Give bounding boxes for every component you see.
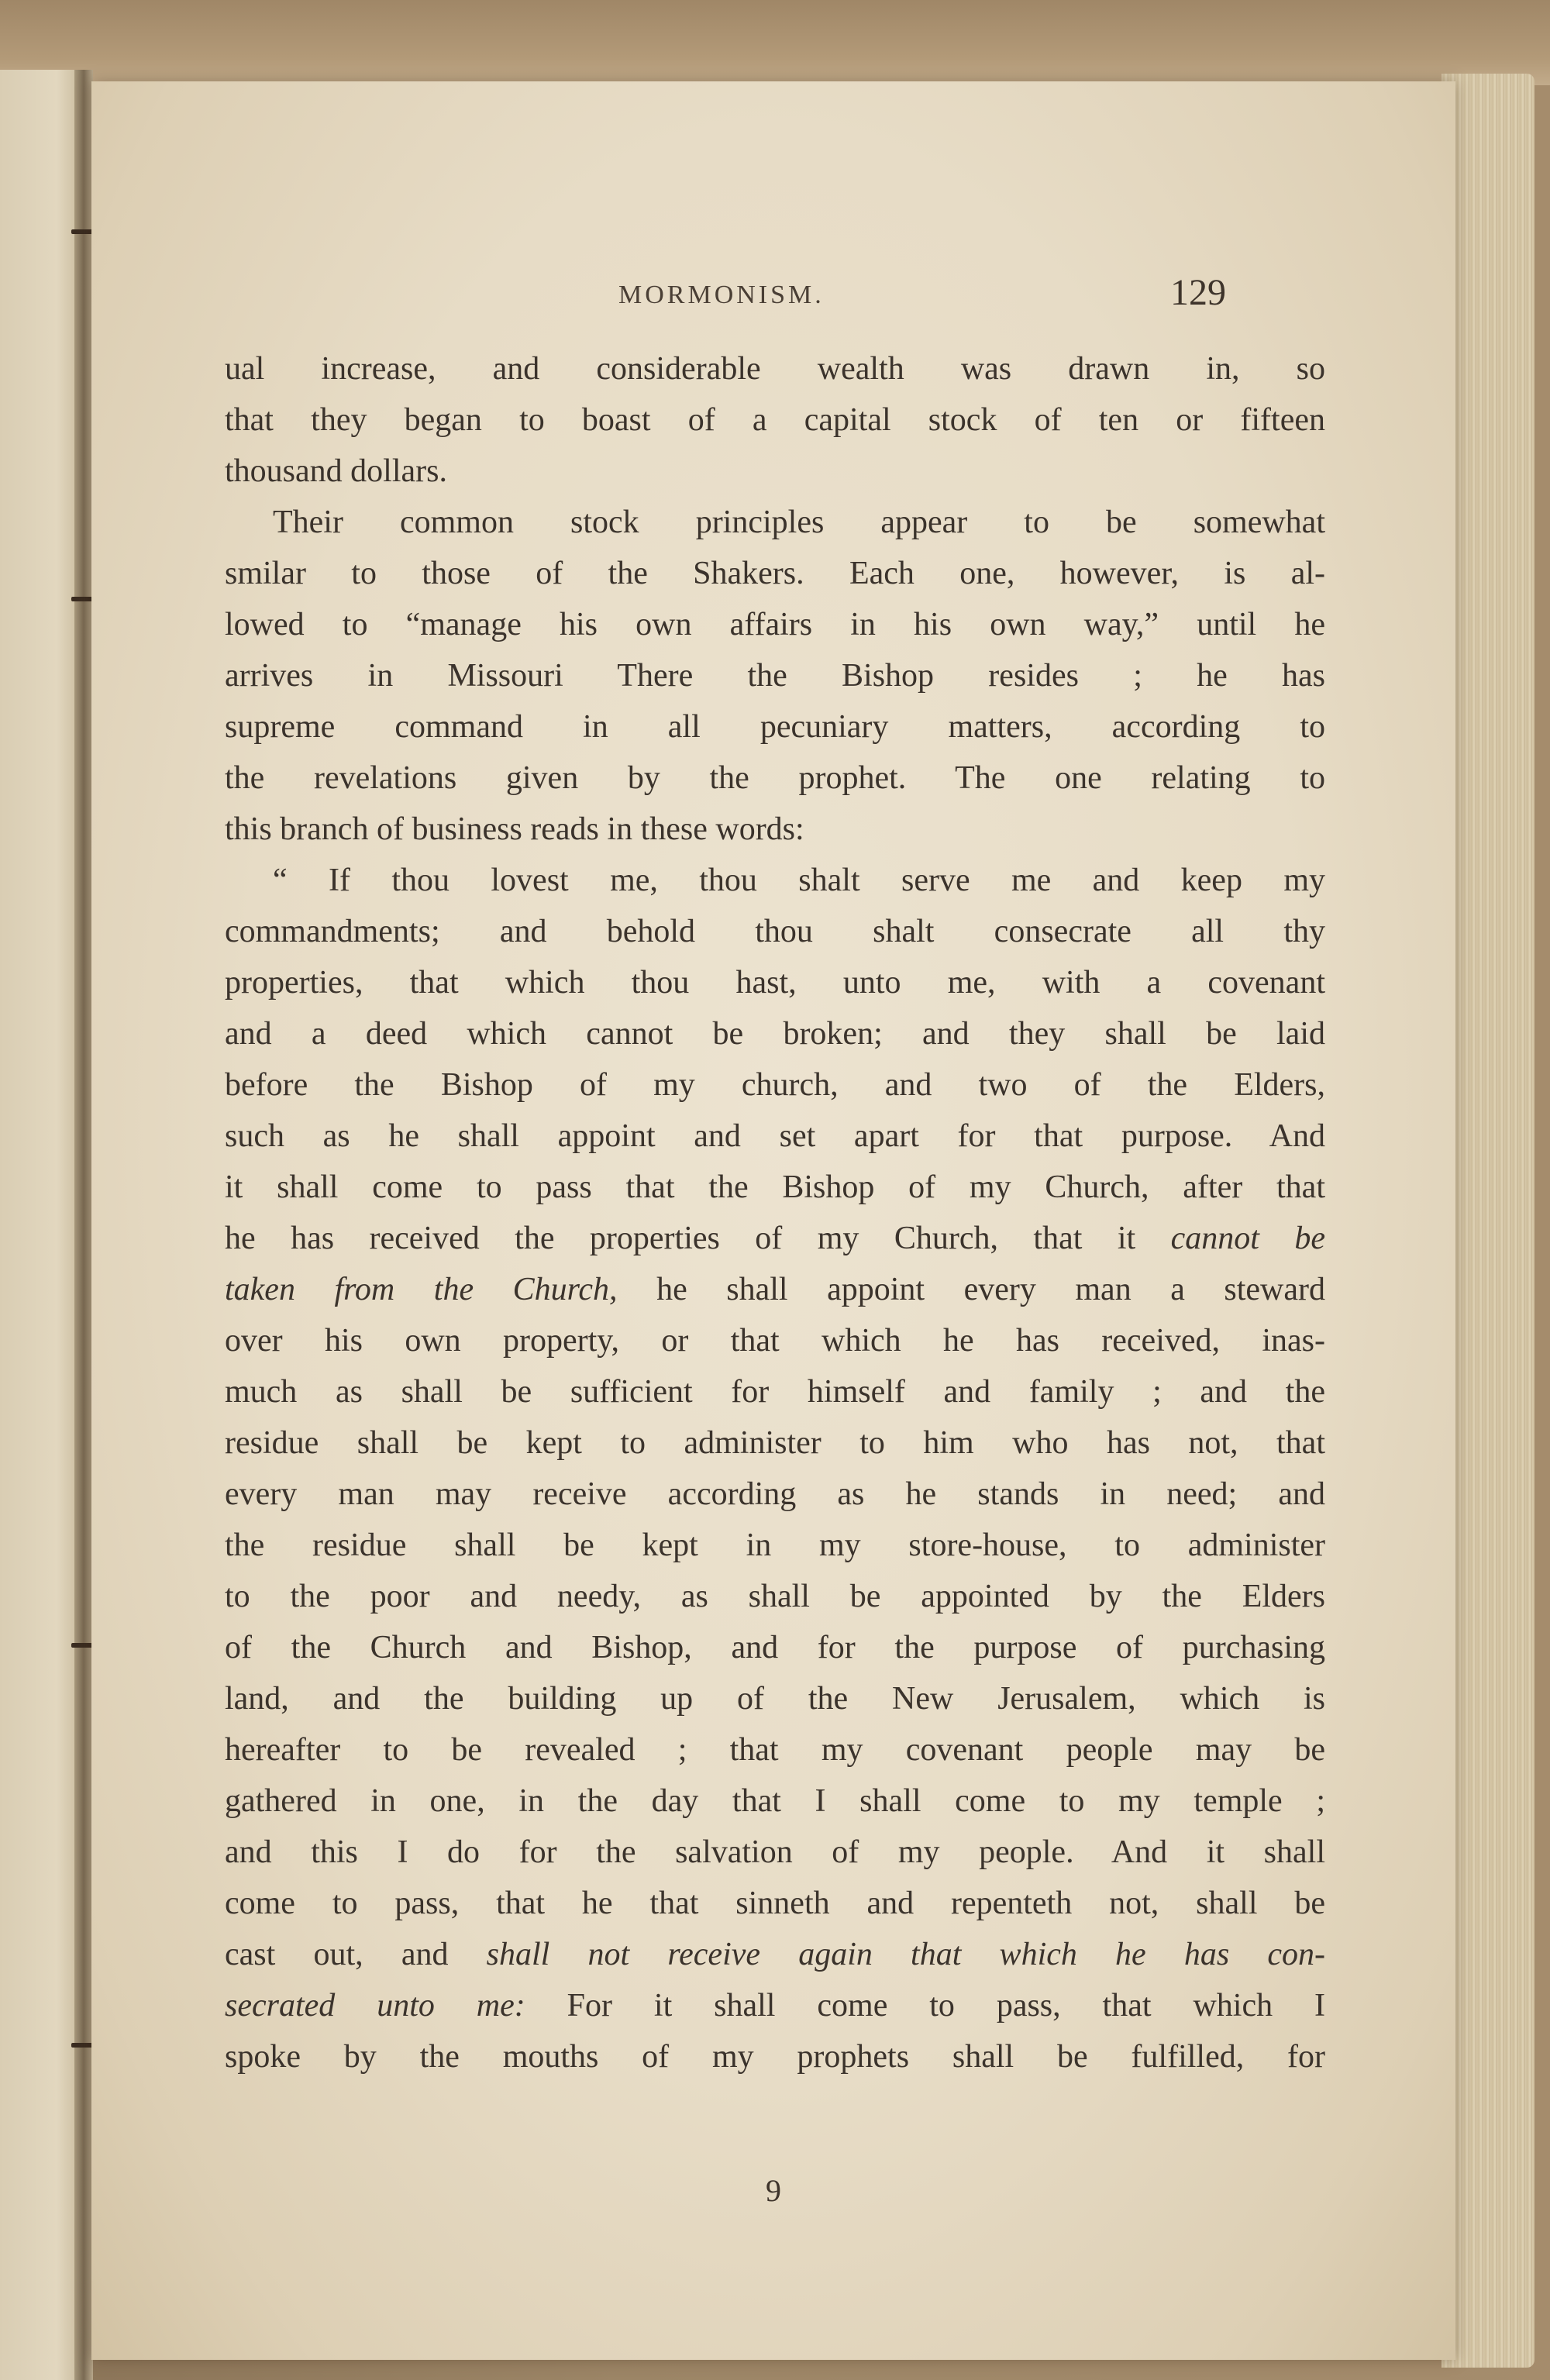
text-line: supreme command in all pecuniary matters, according to — [225, 709, 1325, 745]
text-line: before the Bishop of my church, and two of the Elders, — [225, 1067, 1325, 1103]
text-line — [225, 1929, 1325, 1980]
text-line: and this I do for the salvation of my people. And it shall — [225, 1834, 1325, 1870]
book-page — [91, 81, 1455, 2360]
text-line: hereafter to be revealed ; that my covenant people may be — [225, 1732, 1325, 1768]
left-facing-page — [0, 70, 81, 2380]
text-line: spoke by the mouths of my prophets shall be fulfilled, for — [225, 2039, 1325, 2075]
signature-mark: 9 — [766, 2173, 781, 2208]
text-line: the revelations given by the prophet. The one relating to — [225, 760, 1325, 796]
gutter-fold — [74, 70, 93, 2380]
text-run: For it shall come to pass, that which I — [525, 1988, 1325, 2024]
text-line: properties, that which thou hast, unto me, with a covenant — [225, 965, 1325, 1001]
text-line: gathered in one, in the day that I shall come to my temple ; — [225, 1783, 1325, 1819]
text-line: ual increase, and considerable wealth was drawn in, so — [225, 351, 1325, 387]
text-line: Their common stock principles appear to be somewhat — [273, 505, 1325, 540]
text-line: come to pass, that he that sinneth and repenteth not, shall be — [225, 1886, 1325, 1921]
body-text — [225, 343, 1325, 2082]
italic-run: shall not receive again that which he has con- — [486, 1937, 1325, 1972]
binding-top-edge — [0, 0, 1550, 85]
text-run: he has received the properties of my Church, that it — [225, 1221, 1136, 1256]
text-line: that they began to boast of a capital stock of ten or fifteen — [225, 402, 1325, 438]
italic-run: taken from the Church, — [225, 1272, 618, 1307]
text-line — [225, 1980, 1325, 2031]
text-line: it shall come to pass that the Bishop of my Church, after that — [225, 1169, 1325, 1205]
text-line: arrives in Missouri There the Bishop resides ; he has — [225, 658, 1325, 694]
page-number: 129 — [1170, 272, 1226, 313]
text-line: smilar to those of the Shakers. Each one, however, is al- — [225, 556, 1325, 591]
italic-run: secrated unto me: — [225, 1988, 525, 2024]
text-line: thousand dollars. — [225, 453, 447, 489]
text-line: of the Church and Bishop, and for the purpose of purchasing — [225, 1630, 1325, 1665]
text-line: this branch of business reads in these words: — [225, 811, 804, 847]
text-line: the residue shall be kept in my store-house, to administer — [225, 1528, 1325, 1563]
text-line: residue shall be kept to administer to him who has not, that — [225, 1425, 1325, 1461]
text-line: “ If thou lovest me, thou shalt serve me and keep my — [273, 863, 1325, 898]
text-line: over his own property, or that which he has received, inas- — [225, 1323, 1325, 1359]
text-run: he shall appoint every man a steward — [617, 1272, 1325, 1307]
text-line: to the poor and needy, as shall be appointed by the Elders — [225, 1579, 1325, 1614]
page-stack-edges — [1442, 74, 1534, 2368]
italic-run: cannot be — [1170, 1221, 1325, 1256]
text-line: lowed to “manage his own affairs in his own way,” until he — [225, 607, 1325, 642]
text-line: such as he shall appoint and set apart for that purpose. And — [225, 1118, 1325, 1154]
text-line: much as shall be sufficient for himself and family ; and the — [225, 1374, 1325, 1410]
text-run: cast out, and — [225, 1937, 449, 1972]
text-line: commandments; and behold thou shalt consecrate all thy — [225, 914, 1325, 949]
text-line: and a deed which cannot be broken; and they shall be laid — [225, 1016, 1325, 1052]
text-line — [225, 1213, 1325, 1264]
running-head-title: MORMONISM. — [618, 281, 825, 309]
text-line: land, and the building up of the New Jerusalem, which is — [225, 1681, 1325, 1717]
running-head — [91, 271, 1455, 333]
text-line: every man may receive according as he stands in need; and — [225, 1476, 1325, 1512]
text-line — [225, 1264, 1325, 1315]
